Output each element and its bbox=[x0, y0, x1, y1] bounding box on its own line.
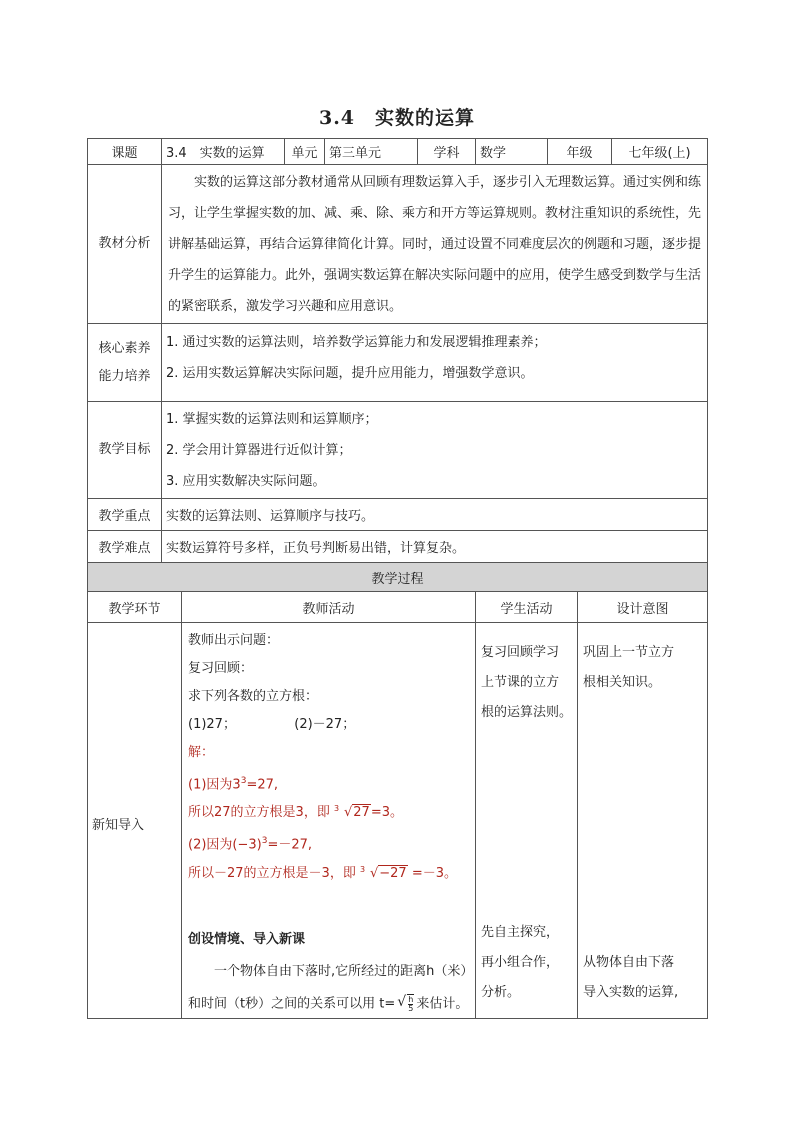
solution-step-1-exp: 3 bbox=[240, 776, 247, 786]
scenario-line-1: 一个物体自由下落时,它所经过的距离h（米） bbox=[214, 963, 474, 979]
solution-step-4-post: =－3。 bbox=[411, 865, 458, 881]
difficulty-label: 教学难点 bbox=[88, 531, 162, 563]
scenario-line-2-post: 来估计。 bbox=[416, 996, 469, 1012]
teaching-goals-label: 教学目标 bbox=[88, 402, 162, 499]
solution-step-2-post: =3。 bbox=[370, 805, 403, 821]
solution-step-2 bbox=[188, 799, 471, 827]
solution-step-4-pre: 所以－27的立方根是－3，即 bbox=[188, 865, 356, 881]
key-point-label: 教学重点 bbox=[88, 499, 162, 531]
solution-step-1-post: =27, bbox=[246, 777, 279, 793]
solution-step-4 bbox=[188, 860, 471, 888]
header-row bbox=[88, 139, 708, 165]
page-title: 3.4 实数的运算 bbox=[318, 107, 476, 129]
solution-step-3-base: (−3) bbox=[232, 837, 262, 853]
process-band-label: 教学过程 bbox=[88, 563, 708, 592]
solution-label: 解： bbox=[188, 745, 215, 760]
student-a-2: 上节课的立方 bbox=[481, 674, 560, 690]
grade-value: 七年级(上) bbox=[612, 139, 708, 165]
cube-root-27: 3 √27 bbox=[334, 799, 371, 827]
process-header-intent: 设计意图 bbox=[578, 592, 708, 623]
difficulty-row bbox=[88, 531, 708, 563]
process-body-row bbox=[88, 623, 708, 1019]
scenario-line-2-pre: 和时间（t秒）之间的关系可以用 t= bbox=[188, 996, 396, 1012]
question-1: (1)27； bbox=[188, 717, 236, 732]
question-2: (2)－27； bbox=[294, 717, 356, 732]
teaching-goal-item-3: 3. 应用实数解决实际问题。 bbox=[166, 473, 326, 489]
student-activity bbox=[476, 623, 578, 1019]
process-band-row bbox=[88, 563, 708, 592]
process-header-teacher: 教师活动 bbox=[182, 592, 476, 623]
teacher-line-1: 教师出示问题： bbox=[188, 633, 280, 648]
grade-label: 年级 bbox=[548, 139, 612, 165]
teaching-goals-row bbox=[88, 402, 708, 499]
core-literacy-row bbox=[88, 324, 708, 402]
cube-root-neg27-radicand: −27 bbox=[379, 865, 407, 881]
process-header-row bbox=[88, 592, 708, 623]
student-b-1: 先自主探究， bbox=[481, 924, 560, 940]
student-b-2: 再小组合作， bbox=[481, 954, 560, 970]
teacher-line-2: 复习回顾： bbox=[188, 661, 254, 676]
teaching-goal-item-1: 1. 掌握实数的运算法则和运算顺序； bbox=[166, 411, 378, 427]
teacher-line-3: 求下列各数的立方根： bbox=[188, 689, 319, 704]
cube-root-neg27-index: 3 bbox=[359, 864, 366, 874]
intent-b-2: 导入实数的运算, bbox=[583, 984, 679, 1000]
process-stage: 新知导入 bbox=[88, 623, 182, 1019]
material-analysis-label: 教材分析 bbox=[88, 165, 162, 324]
student-a-3: 根的运算法则。 bbox=[481, 704, 573, 720]
lesson-plan-table bbox=[87, 138, 708, 1019]
teacher-activity bbox=[182, 623, 476, 1019]
solution-step-1-base: 3 bbox=[232, 777, 241, 793]
intent-a-1: 巩固上一节立方 bbox=[583, 644, 675, 660]
solution-step-3 bbox=[188, 827, 471, 859]
cube-root-neg27: 3 √−27 bbox=[360, 860, 408, 888]
subject-label: 学科 bbox=[418, 139, 476, 165]
material-analysis-row bbox=[88, 165, 708, 324]
design-intent bbox=[578, 623, 708, 1019]
subject-value: 数学 bbox=[476, 139, 548, 165]
solution-step-2-pre: 所以27的立方根是3，即 bbox=[188, 805, 330, 821]
intent-a-2: 根相关知识。 bbox=[583, 674, 662, 690]
core-literacy-item-1: 1. 通过实数的运算法则，培养数学运算能力和发展逻辑推理素养； bbox=[166, 335, 547, 350]
intent-b-1: 从物体自由下落 bbox=[583, 954, 675, 970]
sqrt-h-over-5: √ $\frac{h}{5}$ bbox=[397, 993, 414, 1013]
key-point-row bbox=[88, 499, 708, 531]
unit-label: 单元 bbox=[285, 139, 325, 165]
difficulty-text: 实数运算符号多样，正负号判断易出错，计算复杂。 bbox=[162, 531, 708, 563]
teacher-line-4 bbox=[188, 711, 471, 739]
topic-label: 课题 bbox=[88, 139, 162, 165]
teaching-goal-item-2: 2. 学会用计算器进行近似计算； bbox=[166, 442, 352, 458]
process-header-stage: 教学环节 bbox=[88, 592, 182, 623]
cube-root-27-radicand: 27 bbox=[353, 805, 370, 821]
solution-step-1 bbox=[188, 767, 471, 799]
core-literacy-label-2: 能力培养 bbox=[98, 368, 151, 384]
cube-root-27-index: 3 bbox=[333, 804, 340, 814]
solution-step-1-pre: (1)因为 bbox=[188, 777, 233, 793]
solution-step-3-exp: 3 bbox=[261, 836, 268, 847]
scenario-title: 创设情境、导入新课 bbox=[188, 931, 306, 947]
fraction-numerator: h bbox=[408, 994, 414, 1004]
unit-value: 第三单元 bbox=[325, 139, 418, 165]
topic-value: 3.4 实数的运算 bbox=[162, 139, 285, 165]
fraction-denominator: 5 bbox=[408, 1003, 414, 1013]
student-b-3: 分析。 bbox=[481, 984, 521, 1000]
solution-step-3-pre: (2)因为 bbox=[188, 837, 233, 853]
student-a-1: 复习回顾学习 bbox=[481, 644, 560, 660]
core-literacy-label-1: 核心素养 bbox=[98, 340, 151, 356]
core-literacy-item-2: 2. 运用实数运算解决实际问题，提升应用能力，增强数学意识。 bbox=[166, 366, 534, 381]
scenario-line-2 bbox=[188, 990, 471, 1019]
core-literacy-label bbox=[88, 324, 162, 402]
solution-step-3-post: =－27, bbox=[267, 837, 313, 853]
material-analysis-text: 实数的运算这部分教材通常从回顾有理数运算入手，逐步引入无理数运算。通过实例和练习，让学生掌握实数的加、减、乘、除、乘方和开方等运算规则。教材注重知识的系统性，先讲解基础运算，再结合运算律简化计算。同时，通过设置不同难度层次的例题和习题，逐步提升学生的运算能力。此外，强调实数运算在解决实际问题中的应用，使学生感受到数学与生活的紧密联系，激发学习兴趣和应用意识。 bbox=[168, 174, 702, 314]
process-header-student: 学生活动 bbox=[476, 592, 578, 623]
key-point-text: 实数的运算法则、运算顺序与技巧。 bbox=[162, 499, 708, 531]
